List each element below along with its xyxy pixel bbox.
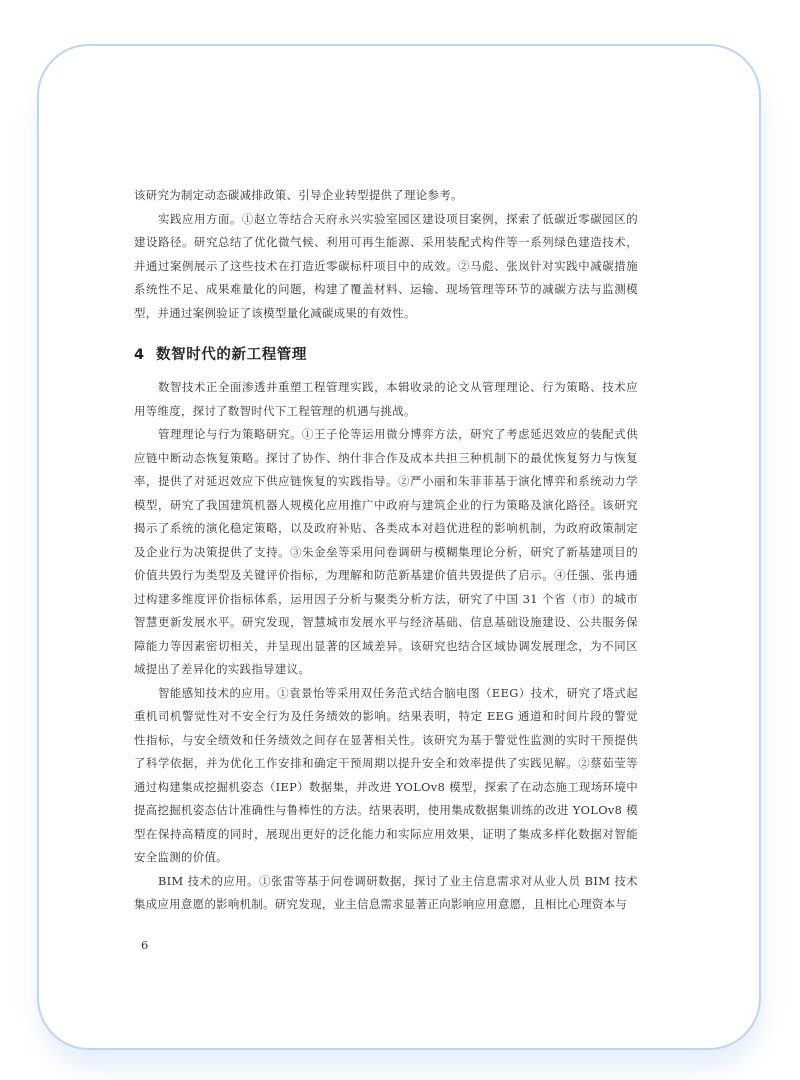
paragraph-intro: 数智技术正全面渗透并重塑工程管理实践，本辑收录的论文从管理理论、行为策略、技术应用等维度，探讨了数智时代下工程管理的机遇与挑战。 — [134, 380, 638, 418]
section-heading — [134, 342, 638, 368]
paragraph-management-theory: 管理理论与行为策略研究。①王子伦等运用微分博弈方法，研究了考虑延迟效应的装配式供应链中断动态恢复策略。探讨了协作、纳什非合作及成本共担三种机制下的最优恢复努力与恢复率，提供了对延迟效应下供应链恢复的实践指导。②严小丽和朱菲菲基于演化博弈和系统动力学模型，研究了我国建筑机器人规模化应用推广中政府与建筑企业的行为策略及演化路径。该研究揭示了系统的演化稳定策略，以及政府补贴、各类成本对趋优进程的影响机制，为政府政策制定及企业行为决策提供了支持。③朱金垒等采用问卷调研与模糊集理论分析，研究了新基建项目的价值共毁行为类型及关键评价指标，为理解和防范新基建价值共毁提供了启示。④任强、张冉通过构建多维度评价指标体系，运用因子分析与聚类分析方法，研究了中国 31 个省（市）的城市智慧更新发展水平。研究发现，智慧城市发展水平与经济基础、信息基础设施建设、公共服务保障能力等因素密切相关，并呈现出显著的区域差异。该研究也结合区域协调发展理念，为不同区域提出了差异化的实践指导建议。 — [134, 427, 638, 676]
paragraph-bim: BIM 技术的应用。①张雷等基于问卷调研数据，探讨了业主信息需求对从业人员 BIM 技术集成应用意愿的影响机制。研究发现，业主信息需求显著正向影响应用意愿，且相比心理资本与 — [134, 873, 638, 911]
paragraph-practice-application: 实践应用方面。①赵立等结合天府永兴实验室园区建设项目案例，探索了低碳近零碳园区的建设路径。研究总结了优化微气候、利用可再生能源、采用装配式构件等一系列绿色建造技术，并通过案例展示了这些技术在打造近零碳标杆项目中的成效。②马彪、张岚针对实践中减碳措施系统性不足、成果难量化的问题，构建了覆盖材料、运输、现场管理等环节的减碳方法与监测模型，并通过案例验证了该模型量化减碳成果的有效性。 — [134, 211, 638, 320]
paragraph-continuation: 该研究为制定动态碳减排政策、引导企业转型提供了理论参考。 — [134, 188, 463, 202]
section-title: 数智时代的新工程管理 — [156, 347, 307, 363]
section-number: 4 — [134, 347, 145, 363]
page-number: 6 — [141, 938, 149, 952]
paragraph-intelligent-sensing: 智能感知技术的应用。①袁景怡等采用双任务范式结合脑电图（EEG）技术，研究了塔式起重机司机警觉性对不安全行为及任务绩效的影响。结果表明，特定 EEG 通道和时间片段的警觉性指标，与安全绩效和任务绩效之间存在显著相关性。该研究为基于警觉性监测的实时干预提供了科学依据，并为优化工作安排和确定干预周期以提升安全和效率提供了实践见解。②蔡茹莹等通过构建集成挖掘机姿态（IEP）数据集，并改进 YOLOv8 模型，探索了在动态施工现场环境中提高挖掘机姿态估计准确性与鲁棒性的方法。结果表明，使用集成数据集训练的改进 YOLOv8 模型在保持高精度的同时，展现出更好的泛化能力和实际应用效果，证明了集成多样化数据对智能安全监测的价值。 — [134, 685, 638, 864]
page-content — [134, 184, 638, 917]
